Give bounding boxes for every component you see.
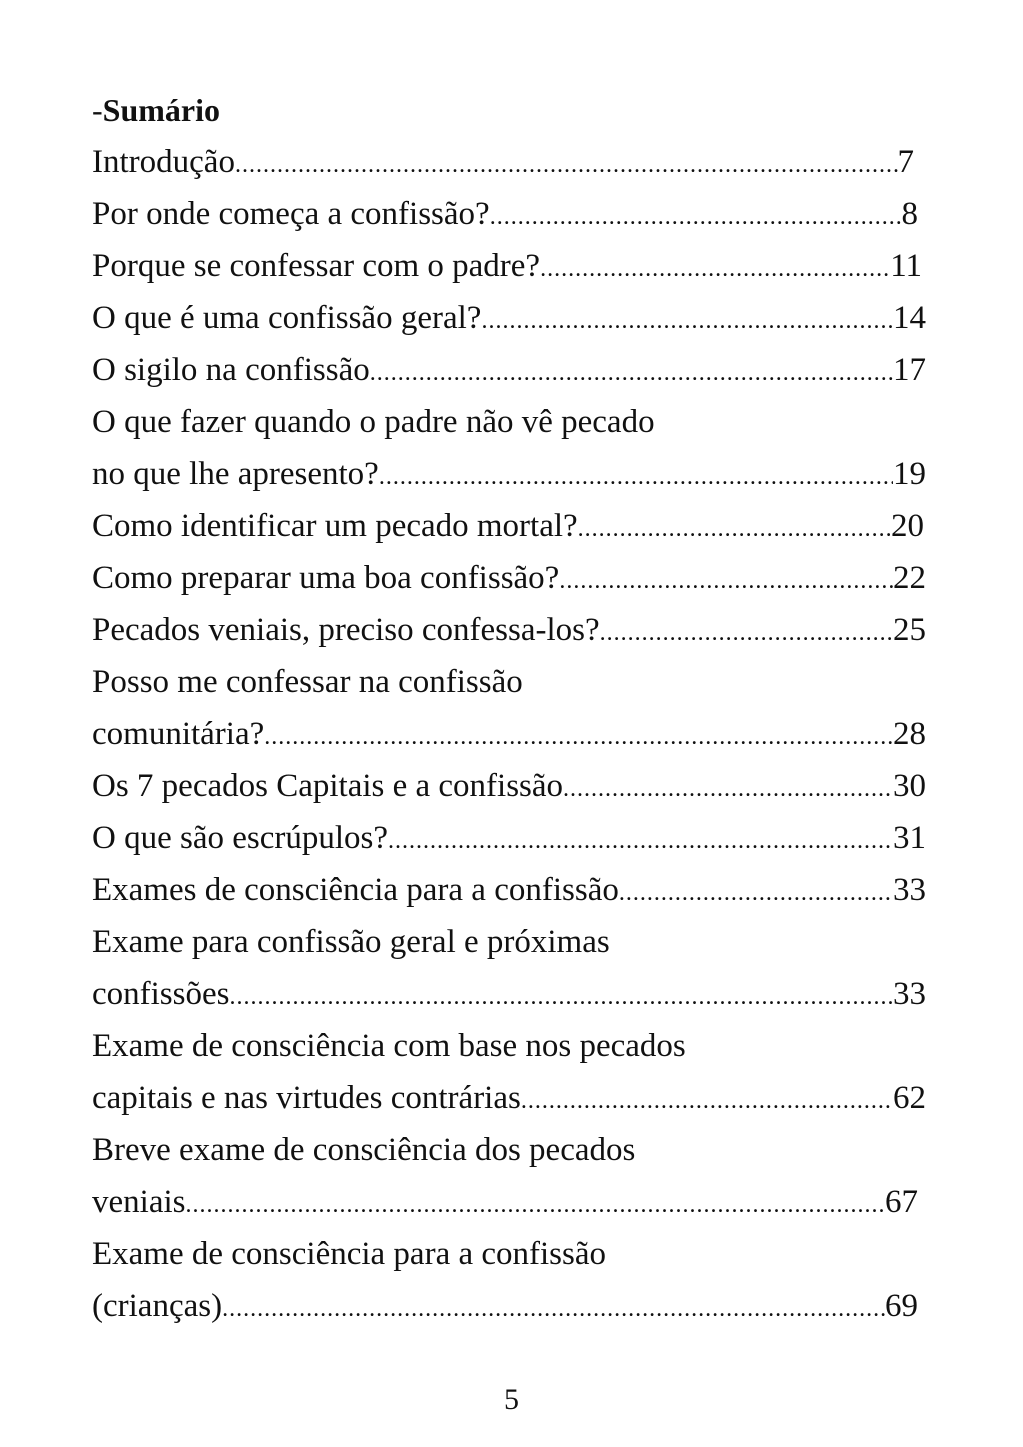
toc-entry-title-line	[92, 916, 926, 968]
toc-entry-leader-line	[92, 812, 926, 864]
toc-entry-leader-line	[92, 708, 926, 760]
toc-entry-leader-line	[92, 1176, 926, 1228]
toc-entry[interactable]	[92, 760, 926, 812]
toc-entry[interactable]	[92, 656, 926, 760]
dot-leader	[490, 191, 902, 240]
toc-entry-text: Como preparar uma boa confissão?	[92, 560, 560, 596]
toc-entry[interactable]	[92, 240, 926, 292]
toc-list	[92, 136, 926, 1332]
dot-leader	[264, 711, 893, 760]
toc-entry-text: comunitária?	[92, 716, 265, 752]
toc-entry-text: (crianças)	[92, 1288, 223, 1324]
toc-entry-text: no que lhe apresento?	[92, 456, 379, 492]
toc-entry-text: Os 7 pecados Capitais e a confissão	[92, 768, 564, 804]
toc-entry[interactable]	[92, 1124, 926, 1228]
dot-leader	[229, 971, 893, 1020]
toc-entry-page-number: 14	[893, 300, 926, 336]
toc-entry-leader-line	[92, 604, 926, 656]
toc-entry-text: O que são escrúpulos?	[92, 820, 389, 856]
dot-leader	[185, 1179, 885, 1228]
toc-entry-page-number: 7	[897, 144, 914, 180]
toc-entry[interactable]	[92, 396, 926, 500]
toc-entry-text: Exame para confissão geral e próximas	[92, 924, 610, 960]
toc-entry-leader-line	[92, 292, 926, 344]
toc-entry-title-line	[92, 656, 926, 708]
dot-leader	[600, 607, 893, 656]
toc-entry-text: Breve exame de consciência dos pecados	[92, 1132, 636, 1168]
table-of-contents	[92, 84, 926, 1332]
toc-entry[interactable]	[92, 604, 926, 656]
toc-title-text: Sumário	[102, 92, 220, 128]
toc-entry-title-line	[92, 1020, 926, 1072]
dot-leader	[388, 815, 893, 864]
page-number: 5	[504, 1383, 519, 1416]
toc-entry-text: Exames de consciência para a confissão	[92, 872, 619, 908]
toc-entry[interactable]	[92, 1228, 926, 1332]
toc-entry-text: Introdução	[92, 144, 235, 180]
toc-entry-page-number: 67	[885, 1184, 918, 1220]
toc-entry[interactable]	[92, 1020, 926, 1124]
toc-entry[interactable]	[92, 500, 926, 552]
toc-entry-leader-line	[92, 136, 926, 188]
toc-entry-title-line	[92, 1124, 926, 1176]
toc-entry-text: O sigilo na confissão	[92, 352, 370, 388]
toc-entry-text: Exame de consciência para a confissão	[92, 1236, 606, 1272]
dot-leader	[578, 503, 891, 552]
toc-entry[interactable]	[92, 292, 926, 344]
toc-entry-leader-line	[92, 240, 926, 292]
toc-entry-text: veniais	[92, 1184, 186, 1220]
dot-leader	[559, 555, 893, 604]
toc-entry[interactable]	[92, 188, 926, 240]
toc-entry-text: Posso me confessar na confissão	[92, 664, 523, 700]
toc-entry-title-line	[92, 396, 926, 448]
toc-entry[interactable]	[92, 552, 926, 604]
dot-leader	[481, 295, 893, 344]
toc-entry-page-number: 19	[893, 456, 926, 492]
toc-entry-page-number: 33	[893, 976, 926, 1012]
toc-entry-text: Porque se confessar com o padre?	[92, 248, 541, 284]
toc-entry-text: confissões	[92, 976, 230, 1012]
dot-leader	[235, 139, 898, 188]
toc-entry-text: Pecados veniais, preciso confessa-los?	[92, 612, 600, 648]
toc-entry-page-number: 33	[893, 872, 926, 908]
dot-leader	[563, 763, 893, 812]
toc-entry-leader-line	[92, 1280, 926, 1332]
toc-entry[interactable]	[92, 916, 926, 1020]
toc-entry-text: O que é uma confissão geral?	[92, 300, 482, 336]
toc-entry-page-number: 22	[893, 560, 926, 596]
toc-entry-leader-line	[92, 552, 926, 604]
toc-entry-leader-line	[92, 760, 926, 812]
toc-entry-page-number: 28	[893, 716, 926, 752]
toc-entry-page-number: 8	[901, 196, 918, 232]
dot-leader	[540, 243, 890, 292]
toc-entry-leader-line	[92, 1072, 926, 1124]
dot-leader	[521, 1075, 893, 1124]
toc-entry[interactable]	[92, 864, 926, 916]
toc-entry-page-number: 11	[890, 248, 922, 284]
toc-entry-leader-line	[92, 188, 926, 240]
dot-leader	[619, 867, 893, 916]
toc-entry[interactable]	[92, 344, 926, 396]
toc-entry-text: O que fazer quando o padre não vê pecado	[92, 404, 655, 440]
toc-entry-leader-line	[92, 864, 926, 916]
toc-entry-page-number: 20	[891, 508, 924, 544]
toc-entry-page-number: 25	[893, 612, 926, 648]
toc-entry-page-number: 30	[893, 768, 926, 804]
dot-leader	[222, 1283, 885, 1332]
toc-entry-page-number: 17	[893, 352, 926, 388]
toc-entry-leader-line	[92, 448, 926, 500]
toc-title	[92, 84, 926, 136]
toc-entry-text: Por onde começa a confissão?	[92, 196, 490, 232]
toc-entry[interactable]	[92, 136, 926, 188]
toc-title-prefix: -	[92, 92, 103, 128]
toc-entry-text: Exame de consciência com base nos pecados	[92, 1028, 686, 1064]
toc-entry[interactable]	[92, 812, 926, 864]
toc-entry-title-line	[92, 1228, 926, 1280]
toc-entry-leader-line	[92, 968, 926, 1020]
toc-entry-text: Como identificar um pecado mortal?	[92, 508, 578, 544]
dot-leader	[379, 451, 893, 500]
toc-entry-page-number: 69	[885, 1288, 918, 1324]
toc-entry-text: capitais e nas virtudes contrárias	[92, 1080, 521, 1116]
toc-entry-page-number: 31	[893, 820, 926, 856]
toc-entry-page-number: 62	[893, 1080, 926, 1116]
toc-entry-leader-line	[92, 344, 926, 396]
dot-leader	[370, 347, 893, 396]
toc-entry-leader-line	[92, 500, 926, 552]
